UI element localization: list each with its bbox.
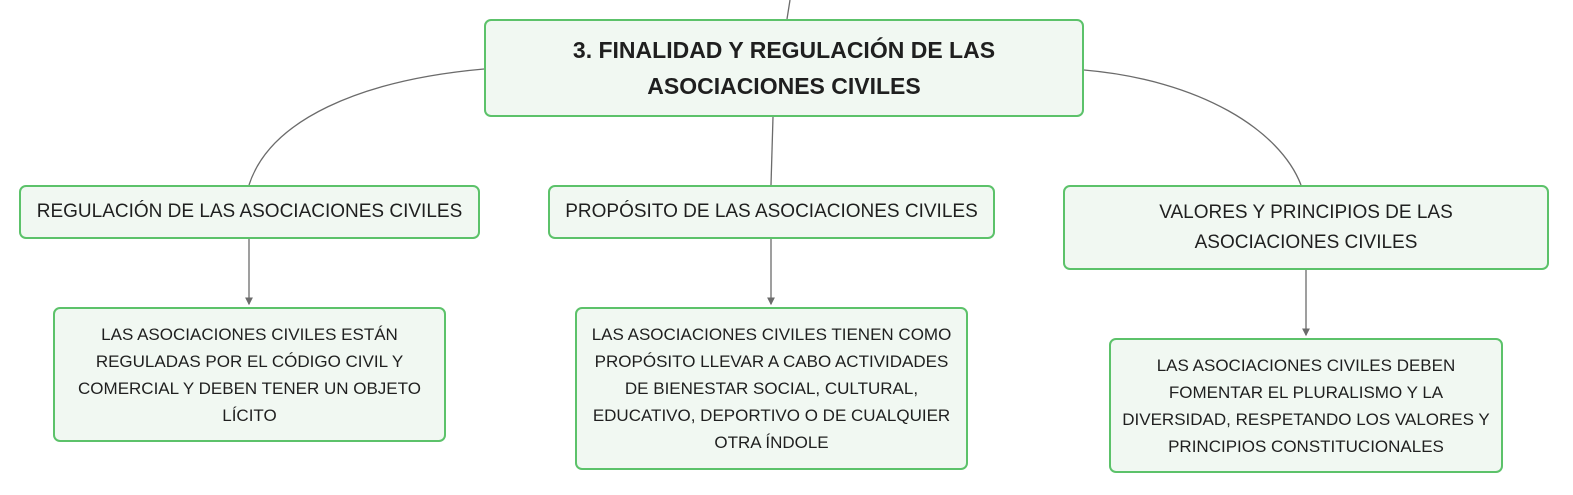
root-topic-line-1: 3. FINALIDAD Y REGULACIÓN DE LAS (572, 37, 996, 63)
detail-node-regulacion[interactable] (53, 307, 446, 442)
connector-root-to-proposito (771, 117, 773, 185)
branch-title-valores: VALORES Y PRINCIPIOS DE LAS ASOCIACIONES CIVILES (1159, 201, 1453, 253)
detail-node-valores[interactable] (1109, 338, 1503, 473)
detail-text-proposito: LAS ASOCIACIONES CIVILES TIENEN COMO PROPÓSITO LLEVAR A CABO ACTIVIDADES DE BIENESTAR SOCIAL, CULTURAL, EDUCATIVO, DEPORTIVO O DE CUALQUIER OTRA ÍNDOLE (591, 325, 952, 452)
branch-title-regulacion: REGULACIÓN DE LAS ASOCIACIONES CIVILES (36, 201, 463, 222)
root-topic-line-2: ASOCIACIONES CIVILES (647, 73, 921, 99)
detail-node-proposito[interactable] (575, 307, 968, 470)
detail-text-valores: LAS ASOCIACIONES CIVILES DEBEN FOMENTAR EL PLURALISMO Y LA DIVERSIDAD, RESPETANDO LOS VALORES Y PRINCIPIOS CONSTITUCIONALES (1122, 355, 1490, 456)
root-topic-node[interactable] (484, 19, 1084, 117)
branch-node-valores[interactable] (1063, 185, 1549, 270)
connector-parent-to-root (787, 0, 790, 19)
connector-root-to-regulacion (249, 69, 484, 185)
branch-title-proposito: PROPÓSITO DE LAS ASOCIACIONES CIVILES (565, 201, 978, 222)
branch-node-regulacion[interactable] (19, 185, 480, 239)
branch-node-proposito[interactable] (548, 185, 995, 239)
connector-root-to-valores (1084, 70, 1301, 185)
detail-text-regulacion: LAS ASOCIACIONES CIVILES ESTÁN REGULADAS POR EL CÓDIGO CIVIL Y COMERCIAL Y DEBEN TENER UN OBJETO LÍCITO (78, 324, 421, 425)
